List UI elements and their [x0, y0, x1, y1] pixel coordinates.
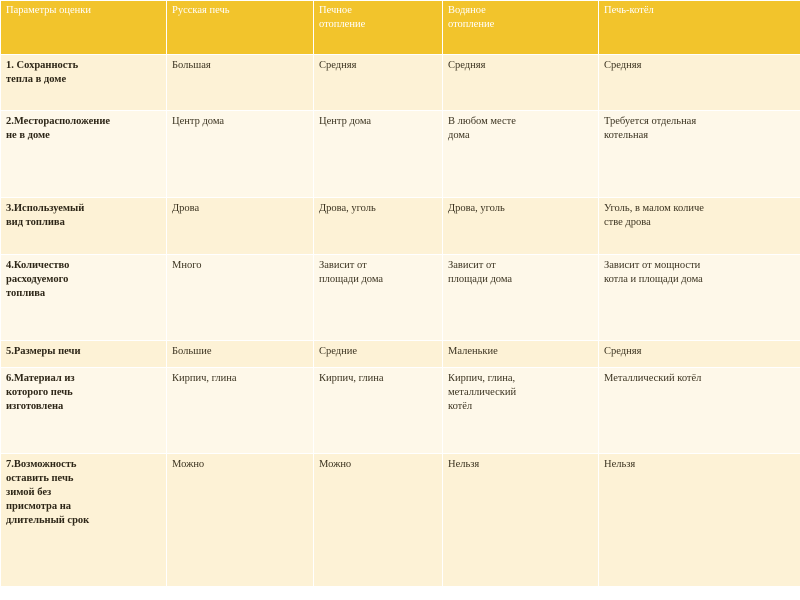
table-header: [1, 1, 800, 55]
table-body: [1, 55, 800, 587]
table-row: [1, 55, 800, 111]
cell-text: Большие: [172, 346, 212, 357]
cell-text: 4.Количество расходуемого топлива: [6, 260, 70, 299]
header-label: Русская печь: [172, 5, 230, 16]
cell-text: Центр дома: [172, 116, 225, 127]
parameter-cell: [1, 341, 167, 368]
table-cell: [314, 111, 443, 198]
cell-text: Кирпич, глина: [172, 373, 237, 384]
table-cell: [167, 111, 314, 198]
cell-text: Средние: [319, 346, 358, 357]
cell-text: Нельзя: [448, 459, 480, 470]
parameter-cell: [1, 198, 167, 255]
table-cell: [599, 255, 800, 341]
header-cell-water-heating: [443, 1, 599, 55]
cell-text: Дрова: [172, 203, 200, 214]
table-cell: [314, 341, 443, 368]
cell-text: Кирпич, глина, металлический котёл: [448, 373, 517, 412]
cell-text: Металлический котёл: [604, 373, 702, 384]
cell-text: 5.Размеры печи: [6, 346, 81, 357]
header-label: Печное отопление: [319, 5, 366, 30]
header-row: [1, 1, 800, 55]
table-cell: [443, 341, 599, 368]
table-row: [1, 111, 800, 198]
table-cell: [314, 55, 443, 111]
header-cell-parameters: [1, 1, 167, 55]
header-label: Водяное отопление: [448, 5, 495, 30]
cell-text: Зависит от площади дома: [448, 260, 513, 285]
table-cell: [599, 341, 800, 368]
cell-text: 6.Материал из которого печь изготовлена: [6, 373, 75, 412]
table-cell: [443, 198, 599, 255]
header-cell-stove-boiler: [599, 1, 800, 55]
parameter-cell: [1, 368, 167, 454]
cell-text: Большая: [172, 60, 211, 71]
parameter-cell: [1, 55, 167, 111]
table-cell: [314, 454, 443, 587]
parameter-cell: [1, 255, 167, 341]
cell-text: Уголь, в малом количе стве дрова: [604, 203, 704, 228]
table-cell: [599, 454, 800, 587]
table-cell: [314, 255, 443, 341]
cell-text: Средняя: [604, 60, 642, 71]
header-label: Печь-котёл: [604, 5, 654, 16]
table-cell: [599, 55, 800, 111]
parameter-cell: [1, 111, 167, 198]
table-row: [1, 198, 800, 255]
table-cell: [443, 454, 599, 587]
table-cell: [443, 255, 599, 341]
table-row: [1, 368, 800, 454]
cell-text: Можно: [172, 459, 205, 470]
table-cell: [167, 368, 314, 454]
table-cell: [167, 55, 314, 111]
table-cell: [443, 111, 599, 198]
table-row: [1, 341, 800, 368]
cell-text: 7.Возможность оставить печь зимой без присмотра на длительный срок: [6, 459, 90, 526]
table-cell: [314, 198, 443, 255]
cell-text: Дрова, уголь: [448, 203, 505, 214]
header-cell-russian-stove: [167, 1, 314, 55]
table-cell: [599, 198, 800, 255]
cell-text: Требуется отдельная котельная: [604, 116, 697, 141]
cell-text: 1. Сохранность тепла в доме: [6, 60, 79, 85]
cell-text: 3.Используемый вид топлива: [6, 203, 85, 228]
cell-text: Дрова, уголь: [319, 203, 376, 214]
header-cell-stove-heating: [314, 1, 443, 55]
cell-text: Кирпич, глина: [319, 373, 384, 384]
table-cell: [443, 368, 599, 454]
cell-text: Средняя: [604, 346, 642, 357]
parameter-cell: [1, 454, 167, 587]
table-cell: [167, 341, 314, 368]
table-cell: [599, 368, 800, 454]
cell-text: Средняя: [319, 60, 357, 71]
table-cell: [167, 255, 314, 341]
cell-text: Центр дома: [319, 116, 372, 127]
header-label: Параметры оценки: [6, 5, 91, 16]
cell-text: 2.Месторасположение не в доме: [6, 116, 111, 141]
cell-text: Нельзя: [604, 459, 636, 470]
cell-text: Маленькие: [448, 346, 498, 357]
table-cell: [167, 454, 314, 587]
table-cell: [314, 368, 443, 454]
cell-text: В любом месте дома: [448, 116, 516, 141]
table-row: [1, 255, 800, 341]
table-cell: [167, 198, 314, 255]
table-row: [1, 454, 800, 587]
table-cell: [443, 55, 599, 111]
cell-text: Зависит от площади дома: [319, 260, 384, 285]
cell-text: Средняя: [448, 60, 486, 71]
cell-text: Много: [172, 260, 202, 271]
cell-text: Зависит от мощности котла и площади дома: [604, 260, 703, 285]
cell-text: Можно: [319, 459, 352, 470]
table-cell: [599, 111, 800, 198]
